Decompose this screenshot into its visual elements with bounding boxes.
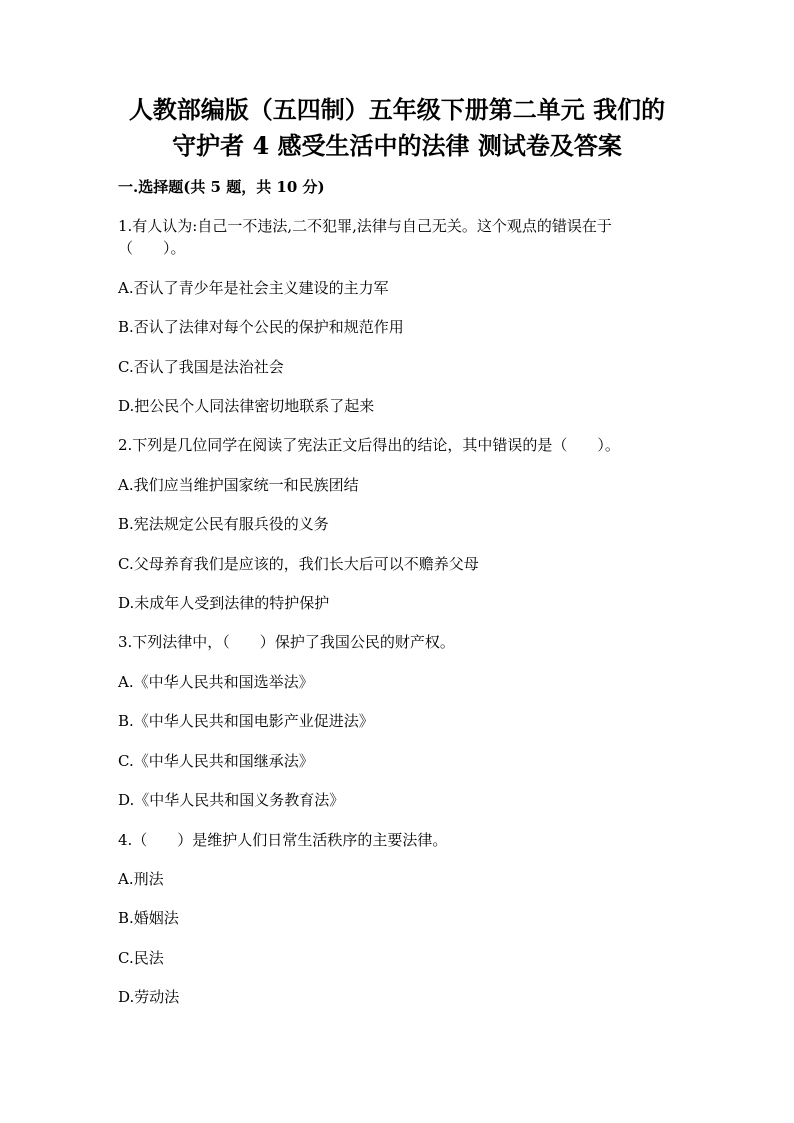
- question-1-option-a: A.否认了青少年是社会主义建设的主力军: [118, 279, 389, 297]
- question-4-option-c: C.民法: [118, 949, 164, 967]
- question-3-stem: 3.下列法律中，（ ）保护了我国公民的财产权。: [118, 633, 455, 651]
- question-3-option-d: D.《中华人民共和国义务教育法》: [118, 791, 345, 809]
- question-3-option-a: A.《中华人民共和国选举法》: [118, 673, 314, 691]
- question-2-option-c: C.父母养育我们是应该的，我们长大后可以不赡养父母: [118, 555, 479, 573]
- question-1-stem: 1.有人认为:自己一不违法,二不犯罪,法律与自己无关。这个观点的错误在于（ ）。: [118, 217, 612, 257]
- question-1-option-d: D.把公民个人同法律密切地联系了起来: [118, 397, 375, 415]
- question-4-option-d: D.劳动法: [118, 988, 180, 1006]
- question-4-option-b: B.婚姻法: [118, 909, 179, 927]
- question-3-option-c: C.《中华人民共和国继承法》: [118, 752, 314, 770]
- question-2-option-a: A.我们应当维护国家统一和民族团结: [118, 476, 359, 494]
- question-1-option-c: C.否认了我国是法治社会: [118, 358, 284, 376]
- question-1-option-b: B.否认了法律对每个公民的保护和规范作用: [118, 318, 404, 336]
- title-line-1: 人教部编版（五四制）五年级下册第二单元 我们的: [128, 95, 666, 124]
- question-4-stem: 4.（ ）是维护人们日常生活秩序的主要法律。: [118, 831, 448, 849]
- title-line-2: 守护者 4 感受生活中的法律 测试卷及答案: [172, 131, 622, 160]
- document-title: [100, 92, 694, 164]
- section-heading: 一.选择题(共 5 题，共 10 分): [118, 178, 325, 196]
- question-4-option-a: A.刑法: [118, 870, 164, 888]
- question-2-option-b: B.宪法规定公民有服兵役的义务: [118, 515, 329, 533]
- question-2-option-d: D.未成年人受到法律的特护保护: [118, 594, 330, 612]
- question-3-option-b: B.《中华人民共和国电影产业促进法》: [118, 712, 374, 730]
- question-2-stem: 2.下列是几位同学在阅读了宪法正文后得出的结论，其中错误的是（ ）。: [118, 436, 620, 454]
